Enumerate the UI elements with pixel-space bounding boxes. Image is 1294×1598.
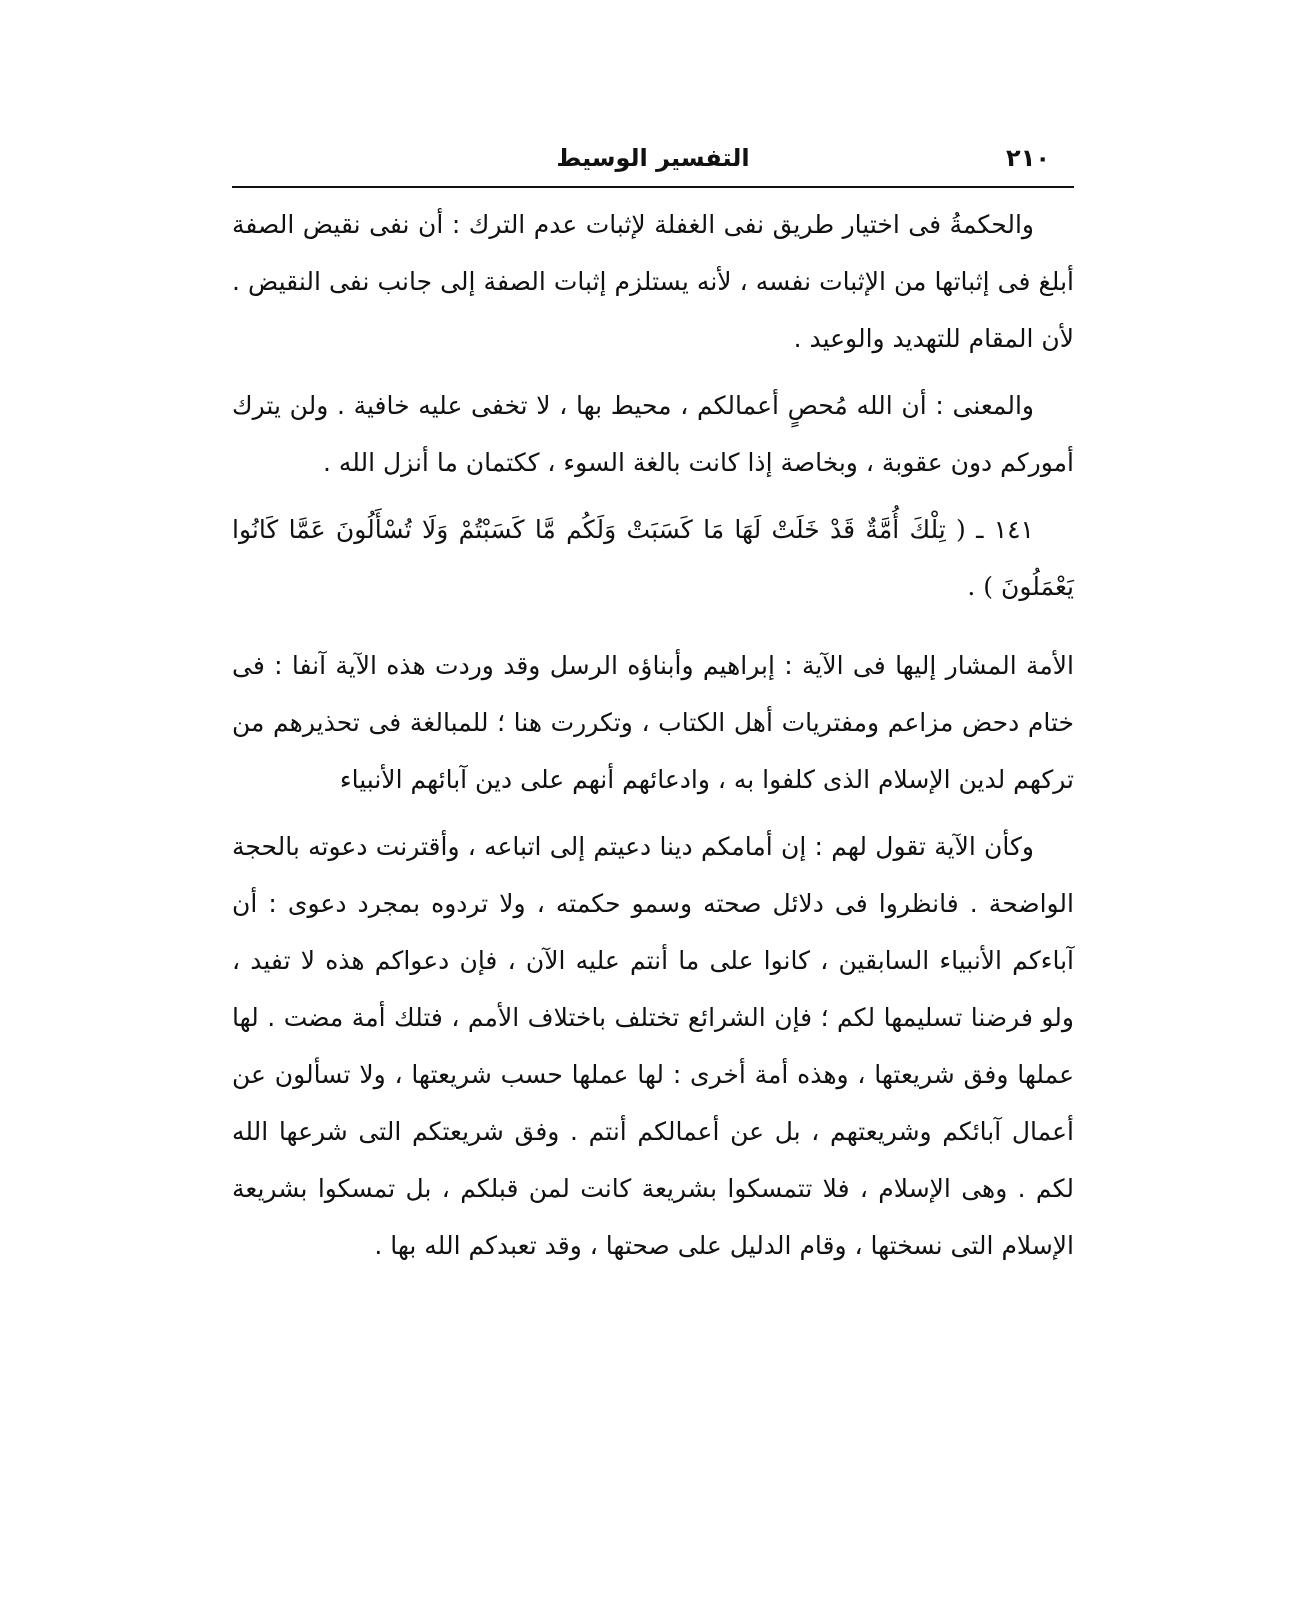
body-text bbox=[232, 196, 1074, 1274]
running-title: التفسير الوسيط bbox=[556, 144, 750, 172]
verse-141: ١٤١ ـ ( تِلْكَ أُمَّةٌ قَدْ خَلَتْ لَهَا مَا كَسَبَتْ وَلَكُم مَّا كَسَبْتُمْ وَلَا تُسْأَلُونَ عَمَّا كَانُوا يَعْمَلُونَ ) . bbox=[232, 515, 1074, 601]
paragraph-meaning: والمعنى : أن الله مُحصٍ أعمالكم ، محيط بها ، لا تخفى عليه خافية . ولن يترك أموركم دون عقوبة ، وبخاصة إذا كانت بالغة السوء ، ككتمان ما أنزل الله . bbox=[232, 391, 1074, 477]
document-page bbox=[232, 140, 1074, 1274]
page-number: ٢١٠ bbox=[1006, 144, 1050, 172]
paragraph-wisdom: والحكمةُ فى اختيار طريق نفى الغفلة لإثبات عدم الترك : أن نفى نقيض الصفة أبلغ فى إثباتها من الإثبات نفسه ، لأنه يستلزم إثبات الصفة إلى جانب نفى النقيض . لأن المقام للتهديد والوعيد . bbox=[232, 210, 1074, 353]
paragraph-explanation: وكأن الآية تقول لهم : إن أمامكم دينا دعيتم إلى اتباعه ، وأقترنت دعوته بالحجة الواضحة . فانظروا فى دلائل صحته وسمو حكمته ، ولا تردوه بمجرد دعوى : أن آباءكم الأنبياء السابقين ، كانوا على ما أنتم عليه الآن ، فإن دعواكم هذه لا تفيد ، ولو فرضنا تسليمها لكم ؛ فإن الشرائع تختلف باختلاف الأمم ، فتلك أمة مضت . لها عملها وفق شريعتها ، وهذه أمة أخرى : لها عملها حسب شريعتها ، ولا تسألون عن أعمال آبائكم وشريعتهم ، بل عن أعمالكم أنتم . وفق شريعتكم التى شرعها الله لكم . وهى الإسلام ، فلا تتمسكوا بشريعة كانت لمن قبلكم ، بل تمسكوا بشريعة الإسلام التى نسختها ، وقام الدليل على صحتها ، وقد تعبدكم الله بها . bbox=[232, 832, 1074, 1260]
page-header bbox=[232, 140, 1074, 188]
paragraph-nation: الأمة المشار إليها فى الآية : إبراهيم وأبناؤه الرسل وقد وردت هذه الآية آنفا : فى ختام دحض مزاعم ومفتريات أهل الكتاب ، وتكررت هنا ؛ للمبالغة فى تحذيرهم من تركهم لدين الإسلام الذى كلفوا به ، وادعائهم أنهم على دين آبائهم الأنبياء bbox=[232, 651, 1074, 794]
